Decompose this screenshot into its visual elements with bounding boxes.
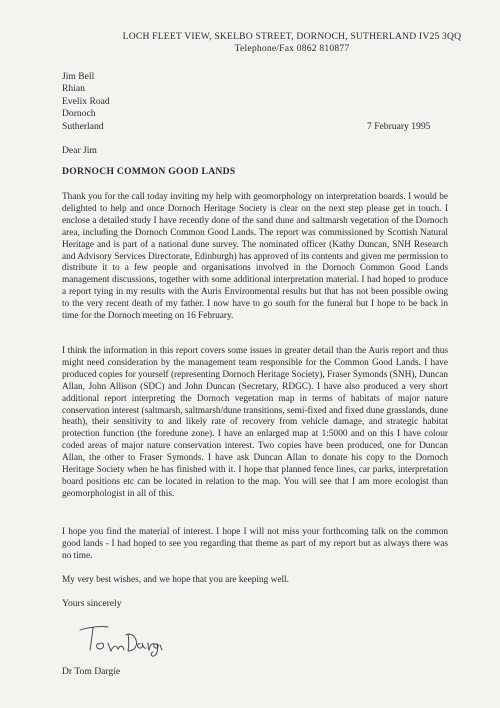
paragraph-text: I hope you find the material of interest. I hope I will not miss your forthcoming talk on the common good lands - I had hoped to see you regarding that theme as part of my report but as always there was no time.	[62, 527, 448, 561]
subject-heading: DORNOCH COMMON GOOD LANDS	[62, 166, 236, 177]
paragraph-text: My very best wishes, and we hope that you are keeping well.	[62, 575, 289, 585]
salutation: Dear Jim	[62, 145, 97, 156]
recipient-line: Sutherland	[62, 120, 104, 132]
paragraph-text: I think the information in this report covers some issues in greater detail than the Auris report and thus might need consideration by the management team responsible for the Common Good Lands. I have produced copies for yourself (representing Dornoch Heritage Society), Fraser Symonds (SNH), Duncan Allan, John Allison (SDC) and John Duncan (Secretary, RDGC). I have also produced a very short additional report interpreting the Dornoch vegetation map in terms of habitats of major nature conservation interest (saltmarsh, saltmarsh/dune transitions, semi-fixed and fixed dune grasslands, dune heath), their sensitivity to and likely rate of recovery from vehicle damage, and strategic habitat protection function (the foredune zone). I have an enlarged map at 1:5000 and on this I have colour coded areas of major nature conservation interest. Two copies have been produced, one for Duncan Allan, the other to Fraser Symonds. I have ask Duncan Allan to donate his copy to the Dornoch Heritage Society when he has finished with it. I hope that planned fence lines, car parks, interpretation board positions etc can be located in relation to the map. You will see that I am more ecologist than geomorphologist in all of this.	[62, 346, 448, 499]
recipient-line: Rhian	[62, 83, 85, 95]
body-paragraph-2	[62, 346, 448, 501]
body-paragraph-4	[62, 575, 448, 587]
signatory-name: Dr Tom Dargie	[62, 666, 121, 677]
body-paragraph-1	[62, 192, 448, 323]
letterhead	[0, 31, 500, 55]
paragraph-text: Thank you for the call today inviting my help with geomorphology on interpretation boards. I would be delighted to help and once Dornoch Heritage Society is clear on the next step please get in touch. I enclose a detailed study I have recently done of the sand dune and saltmarsh vegetation of the Dornoch area, including the Dornoch Common Good Lands. The report was commissioned by Scottish Natural Heritage and is part of a national dune survey. The nominated officer (Kathy Duncan, SNH Research and Advisory Services Directorate, Edinburgh) has approved of its contents and given me permission to distribute it to a few people and organisations involved in the Dornoch Common Good Lands management discussions, together with some additional interpretation material. I had hoped to produce a report tying in my results with the Auris Environmental results but that has not been possible owing to the very recent death of my father. I now have to go south for the funeral but I hope to be back in time for the Dornoch meeting on 16 February.	[62, 192, 448, 322]
recipient-line: Evelix Road	[62, 95, 110, 107]
recipient-line: Jim Bell	[62, 71, 95, 82]
letter-date: 7 February 1995	[367, 121, 431, 132]
closing: Yours sincerely	[62, 598, 122, 609]
recipient-line: Dornoch	[62, 108, 96, 120]
recipient-address	[62, 71, 110, 133]
handwritten-signature	[76, 618, 166, 658]
body-paragraph-3	[62, 527, 448, 563]
letterhead-telephone: Telephone/Fax 0862 810877	[234, 43, 350, 54]
letterhead-address: LOCH FLEET VIEW, SKELBO STREET, DORNOCH, SUTHERLAND IV25 3QQ	[122, 31, 462, 42]
